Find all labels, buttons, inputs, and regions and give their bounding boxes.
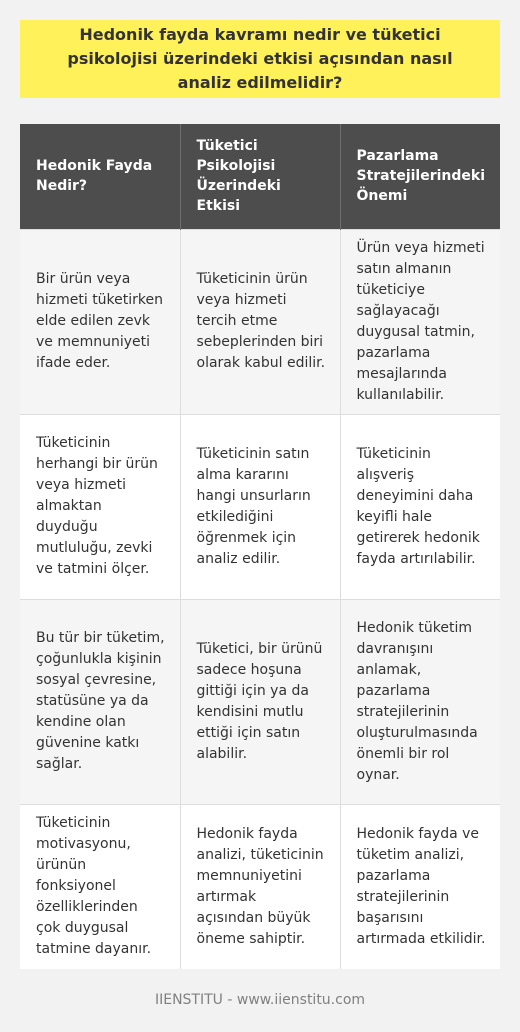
table-cell: Ürün veya hizmeti satın almanın tüketiciye sağlayacağı duygusal tatmin, pazarlama mesajlarında kullanılabilir. xyxy=(340,229,500,414)
table-cell: Bu tür bir tüketim, çoğunlukla kişinin sosyal çevresine, statüsüne ya da kendine olan güvenine katkı sağlar. xyxy=(20,599,180,804)
table-cell: Tüketici, bir ürünü sadece hoşuna gittiği için ya da kendisini mutlu ettiği için satın alabilir. xyxy=(180,599,340,804)
table-row xyxy=(20,599,500,804)
table-row xyxy=(20,229,500,414)
footer-source: IIENSTITU - www.iienstitu.com xyxy=(154,992,366,1008)
table-row xyxy=(20,804,500,969)
table-cell: Tüketicinin motivasyonu, ürünün fonksiyonel özelliklerinden çok duygusal tatmine dayanır. xyxy=(20,804,180,969)
table-cell: Hedonik fayda analizi, tüketicinin memnuniyetini artırmak açısından büyük öneme sahiptir. xyxy=(180,804,340,969)
table-cell: Tüketicinin satın alma kararını hangi unsurların etkilediğini öğrenmek için analiz edilir. xyxy=(180,414,340,599)
table-cell: Bir ürün veya hizmeti tüketirken elde edilen zevk ve memnuniyeti ifade eder. xyxy=(20,229,180,414)
table-header-row xyxy=(20,124,500,229)
header-consumer-psychology: Tüketici Psikolojisi Üzerindeki Etkisi xyxy=(180,124,340,229)
table-cell: Tüketicinin alışveriş deneyimini daha keyifli hale getirerek hedonik fayda artırılabilir. xyxy=(340,414,500,599)
table-cell: Hedonik tüketim davranışını anlamak, pazarlama stratejilerinin oluşturulmasında önemli bir rol oynar. xyxy=(340,599,500,804)
table-row xyxy=(20,414,500,599)
page-title: Hedonik fayda kavramı nedir ve tüketici psikolojisi üzerindeki etkisi açısından nasıl analiz edilmelidir? xyxy=(20,20,500,98)
header-marketing-strategy: Pazarlama Stratejilerindeki Önemi xyxy=(340,124,500,229)
header-hedonic-benefit: Hedonik Fayda Nedir? xyxy=(20,124,180,229)
table-cell: Tüketicinin ürün veya hizmeti tercih etme sebeplerinden biri olarak kabul edilir. xyxy=(180,229,340,414)
table-cell: Hedonik fayda ve tüketim analizi, pazarlama stratejilerinin başarısını artırmada etkilidir. xyxy=(340,804,500,969)
comparison-table xyxy=(20,124,500,969)
table-cell: Tüketicinin herhangi bir ürün veya hizmeti almaktan duyduğu mutluluğu, zevki ve tatmini ölçer. xyxy=(20,414,180,599)
